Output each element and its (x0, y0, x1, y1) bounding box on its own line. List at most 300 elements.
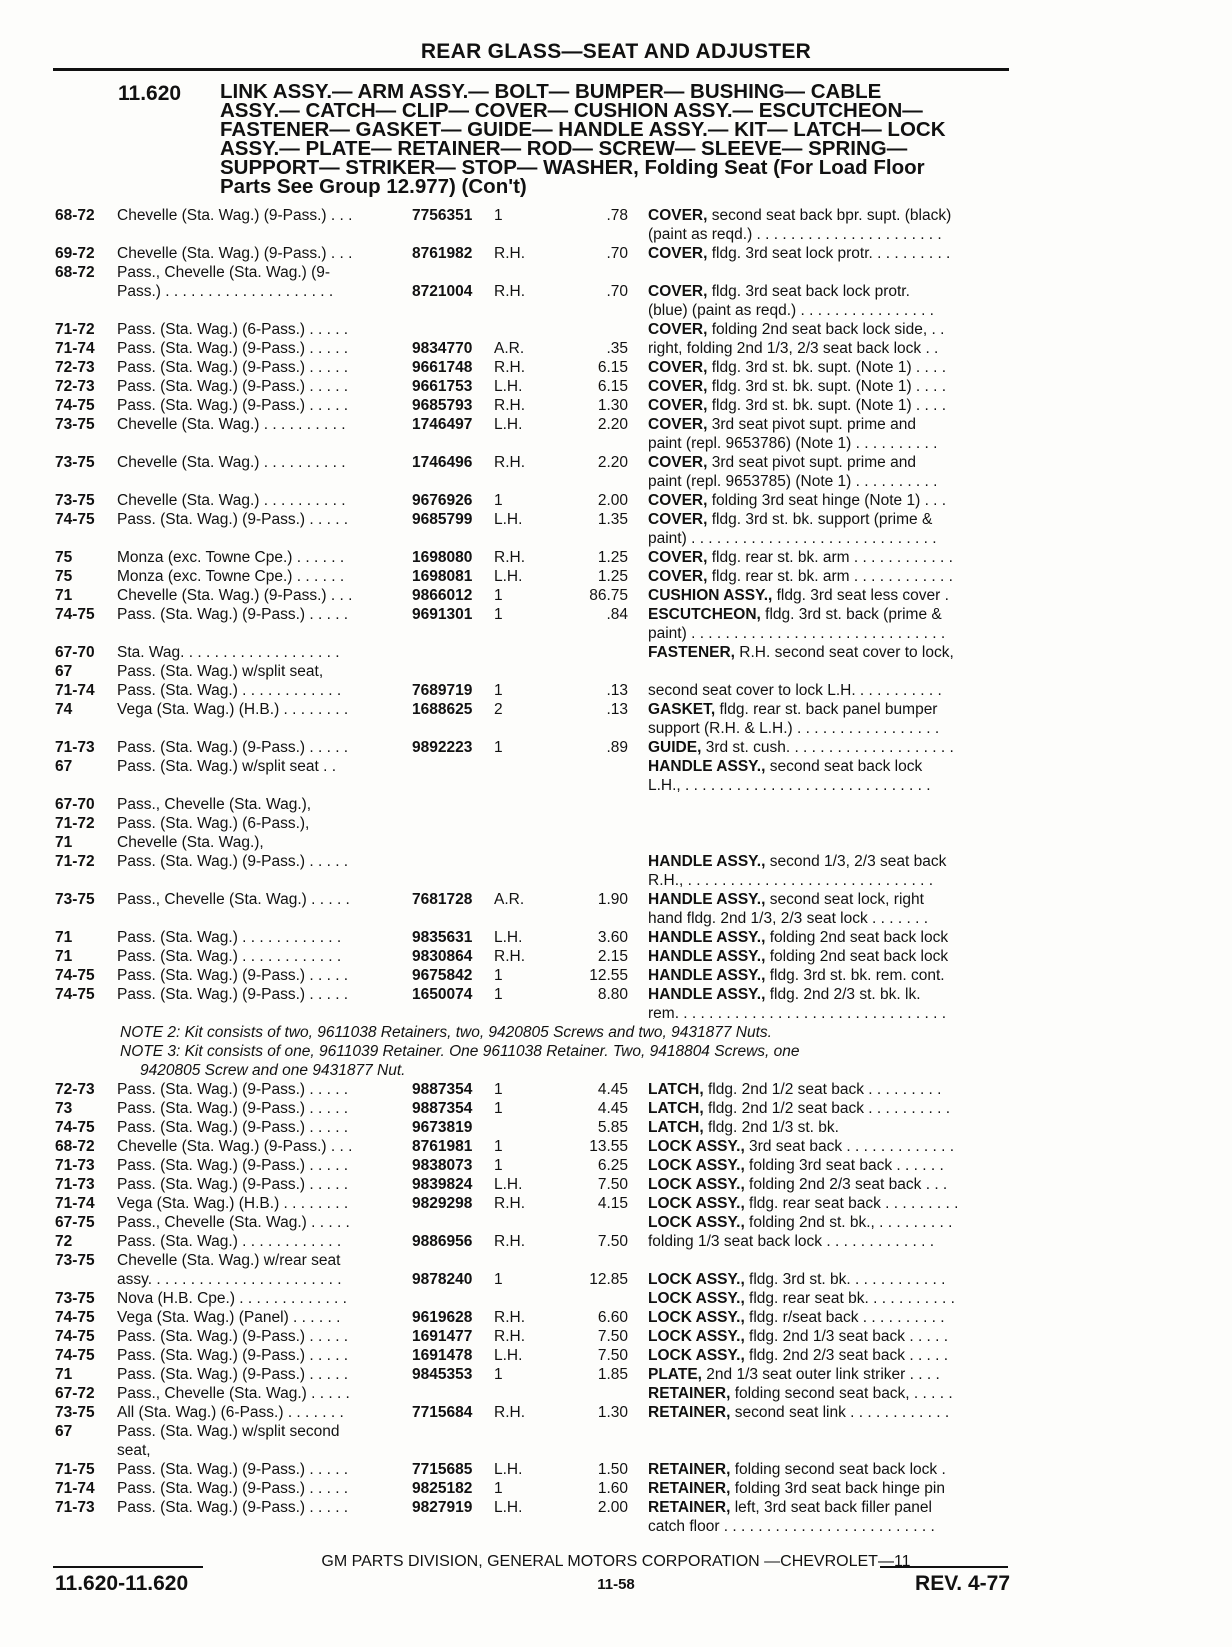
part-detail: fldg. 3rd st. bk. supt. (Note 1) . . . . (707, 359, 947, 376)
description (648, 852, 1013, 871)
description (648, 1194, 1013, 1213)
description (648, 510, 1013, 529)
quantity: L.H. (494, 1499, 523, 1516)
description (648, 434, 1013, 453)
part-detail: folding 3rd seat hinge (Note 1) . . . (707, 492, 947, 509)
part-number: 9673819 (412, 1119, 473, 1136)
model-years: 71-73 (55, 739, 95, 756)
part-number: 9887354 (412, 1100, 473, 1117)
description (648, 472, 1013, 491)
part-detail: R.H., . . . . . . . . . . . . . . . . . . . . . . . . . . . . . (648, 872, 934, 889)
application: Pass., Chevelle (Sta. Wag.), (117, 796, 312, 813)
price: 1.50 (597, 1461, 628, 1478)
table-row (0, 206, 1232, 225)
part-number: 8721004 (412, 283, 473, 300)
part-number: 1746496 (412, 454, 473, 471)
part-detail: paint (repl. 9653785) (Note 1) . . . . . . . . . . (648, 473, 938, 490)
part-number: 7681728 (412, 891, 473, 908)
application: Chevelle (Sta. Wag.), (117, 834, 264, 851)
model-years: 74-75 (55, 397, 95, 414)
price: 5.85 (597, 1119, 628, 1136)
table-row (0, 662, 1232, 681)
part-number: 8761981 (412, 1138, 473, 1155)
part-name: HANDLE ASSY., (648, 929, 766, 946)
part-number: 1691478 (412, 1347, 473, 1364)
description (648, 624, 1013, 643)
quantity: L.H. (494, 378, 523, 395)
quantity: R.H. (494, 1328, 525, 1345)
part-number: 9845353 (412, 1366, 473, 1383)
quantity: R.H. (494, 549, 525, 566)
model-years: 71-73 (55, 1157, 95, 1174)
price: 6.25 (597, 1157, 628, 1174)
price: 7.50 (597, 1347, 628, 1364)
part-name: CUSHION ASSY., (648, 587, 773, 604)
application: Sta. Wag. . . . . . . . . . . . . . . . . . . (117, 644, 340, 661)
price: 12.55 (589, 967, 628, 984)
part-detail: folding 3rd seat back hinge pin (730, 1480, 945, 1497)
model-years: 75 (55, 549, 73, 566)
table-row (0, 700, 1232, 719)
part-number: 9685793 (412, 397, 473, 414)
description (648, 719, 1013, 738)
part-name: LATCH, (648, 1119, 704, 1136)
price: 1.90 (597, 891, 628, 908)
model-years: 71 (55, 587, 73, 604)
part-detail: fldg. 2nd 2/3 seat back . . . . . (744, 1347, 949, 1364)
description (648, 1270, 1013, 1289)
table-row (0, 320, 1232, 339)
quantity: L.H. (494, 1347, 523, 1364)
note-text: NOTE 3: Kit consists of one, 9611039 Retainer. One 9611038 Retainer. Two, 9418804 Screws, one (120, 1043, 800, 1060)
table-row (0, 1365, 1232, 1384)
part-number: 7756351 (412, 207, 473, 224)
part-name: LOCK ASSY., (648, 1271, 745, 1288)
part-name: COVER, (648, 283, 708, 300)
table-row (0, 1194, 1232, 1213)
part-detail: left, 3rd seat back filler panel (730, 1499, 932, 1516)
description (648, 396, 1013, 415)
description (648, 1004, 1013, 1023)
model-years: 74-75 (55, 1328, 95, 1345)
price: 86.75 (589, 587, 628, 604)
price: 1.25 (597, 568, 628, 585)
price: 2.20 (597, 416, 628, 433)
description (648, 491, 1013, 510)
quantity: 1 (494, 1366, 503, 1383)
application: Pass. (Sta. Wag.) (9-Pass.) . . . . . (117, 967, 349, 984)
price: 1.25 (597, 549, 628, 566)
model-years: 67 (55, 1423, 73, 1440)
application: Pass. (Sta. Wag.) (9-Pass.) . . . . . (117, 986, 349, 1003)
table-row (0, 1289, 1232, 1308)
part-detail: right, folding 2nd 1/3, 2/3 seat back lock . . (648, 340, 939, 357)
part-detail: fldg. 2nd 2/3 st. bk. lk. (765, 986, 921, 1003)
part-detail: (blue) (paint as reqd.) . . . . . . . . . . . . . . . . (648, 302, 934, 319)
application: Pass. (Sta. Wag.) (9-Pass.) . . . . . (117, 1366, 349, 1383)
part-detail: (paint as reqd.) . . . . . . . . . . . . . . . . . . . . . . (648, 226, 942, 243)
table-row (0, 776, 1232, 795)
description (648, 681, 1013, 700)
application: Pass. (Sta. Wag.) (6-Pass.) . . . . . (117, 321, 349, 338)
part-number: 9825182 (412, 1480, 473, 1497)
part-name: COVER, (648, 378, 708, 395)
group-heading-line: ASSY.— CATCH— CLIP— COVER— CUSHION ASSY.— ESCUTCHEON— (220, 99, 923, 122)
part-detail: 3rd seat pivot supt. prime and (707, 454, 916, 471)
application: Chevelle (Sta. Wag.) . . . . . . . . . . (117, 492, 346, 509)
description (648, 738, 1013, 757)
model-years: 67 (55, 663, 73, 680)
model-years: 73-75 (55, 1404, 95, 1421)
model-years: 67-72 (55, 1385, 95, 1402)
quantity: R.H. (494, 283, 525, 300)
price: 7.50 (597, 1233, 628, 1250)
description (648, 548, 1013, 567)
table-row (0, 339, 1232, 358)
table-row (0, 1517, 1232, 1536)
note-line (0, 1061, 1232, 1080)
part-name: ESCUTCHEON, (648, 606, 761, 623)
application: Pass. (Sta. Wag.) (9-Pass.) . . . . . (117, 511, 349, 528)
part-name: HANDLE ASSY., (648, 891, 766, 908)
quantity: L.H. (494, 416, 523, 433)
quantity: 1 (494, 492, 503, 509)
part-name: LOCK ASSY., (648, 1328, 745, 1345)
quantity: L.H. (494, 568, 523, 585)
price: 2.00 (597, 492, 628, 509)
part-detail: catch floor . . . . . . . . . . . . . . . . . . . . . . . . . (648, 1518, 935, 1535)
table-row (0, 1270, 1232, 1289)
part-name: HANDLE ASSY., (648, 758, 766, 775)
part-detail: fldg. rear seat bk. . . . . . . . . . . (744, 1290, 955, 1307)
model-years: 67-75 (55, 1214, 95, 1231)
table-row (0, 947, 1232, 966)
footer-publisher: GM PARTS DIVISION, GENERAL MOTORS CORPORATION —CHEVROLET—11 (321, 1553, 911, 1570)
part-detail: support (R.H. & L.H.) . . . . . . . . . . . . . . . . . (648, 720, 940, 737)
table-row (0, 928, 1232, 947)
part-name: COVER, (648, 511, 708, 528)
application: Vega (Sta. Wag.) (H.B.) . . . . . . . . (117, 1195, 349, 1212)
price: 2.00 (597, 1499, 628, 1516)
description (648, 909, 1013, 928)
part-name: RETAINER, (648, 1385, 731, 1402)
part-name: COVER, (648, 454, 708, 471)
price: .84 (606, 606, 628, 623)
part-detail: folding 2nd st. bk., . . . . . . . . . (744, 1214, 953, 1231)
table-row (0, 738, 1232, 757)
group-heading-line: SUPPORT— STRIKER— STOP— WASHER, Folding Seat (For Load Floor (220, 156, 925, 179)
application: Monza (exc. Towne Cpe.) . . . . . . (117, 549, 345, 566)
model-years: 71 (55, 929, 73, 946)
model-years: 73-75 (55, 454, 95, 471)
application: Pass. (Sta. Wag.) (9-Pass.) . . . . . (117, 1176, 349, 1193)
part-detail: folding 2nd seat back lock (765, 929, 949, 946)
application: Pass. (Sta. Wag.) . . . . . . . . . . . . (117, 929, 342, 946)
part-number: 9886956 (412, 1233, 473, 1250)
table-row (0, 1137, 1232, 1156)
price: 3.60 (597, 929, 628, 946)
application: Pass. (Sta. Wag.) (9-Pass.) . . . . . (117, 1328, 349, 1345)
quantity: 1 (494, 967, 503, 984)
model-years: 74-75 (55, 1347, 95, 1364)
part-name: PLATE, (648, 1366, 702, 1383)
part-detail: second seat back lock (765, 758, 923, 775)
description (648, 1213, 1013, 1232)
description (648, 1498, 1013, 1517)
part-detail: 3rd seat back . . . . . . . . . . . . . (744, 1138, 955, 1155)
description (648, 643, 1013, 662)
part-number: 7715684 (412, 1404, 473, 1421)
application: assy. . . . . . . . . . . . . . . . . . . . . . . (117, 1271, 342, 1288)
price: 1.30 (597, 1404, 628, 1421)
quantity: R.H. (494, 397, 525, 414)
model-years: 73-75 (55, 416, 95, 433)
part-number: 1746497 (412, 416, 473, 433)
part-detail: folding 2nd seat back lock side, . . (707, 321, 945, 338)
part-detail: fldg. r/seat back . . . . . . . . . . (744, 1309, 945, 1326)
model-years: 74-75 (55, 511, 95, 528)
part-name: LOCK ASSY., (648, 1157, 745, 1174)
part-detail: fldg. 2nd 1/2 seat back . . . . . . . . . (703, 1081, 942, 1098)
description (648, 282, 1013, 301)
table-row (0, 871, 1232, 890)
description (648, 871, 1013, 890)
part-number: 9691301 (412, 606, 473, 623)
application: Pass. (Sta. Wag.) (9-Pass.) . . . . . (117, 853, 349, 870)
table-row (0, 1118, 1232, 1137)
model-years: 72-73 (55, 378, 95, 395)
price: .35 (606, 340, 628, 357)
description (648, 1327, 1013, 1346)
group-heading (220, 82, 1010, 196)
table-row (0, 1327, 1232, 1346)
part-name: RETAINER, (648, 1404, 731, 1421)
description (648, 1118, 1013, 1137)
part-name: LOCK ASSY., (648, 1176, 745, 1193)
part-number: 9866012 (412, 587, 473, 604)
part-detail: rem. . . . . . . . . . . . . . . . . . . . . . . . . . . . . . . . (648, 1005, 946, 1022)
model-years: 72 (55, 1233, 73, 1250)
part-detail: second seat lock, right (765, 891, 924, 908)
price: 2.15 (597, 948, 628, 965)
price: 1.30 (597, 397, 628, 414)
part-name: HANDLE ASSY., (648, 967, 766, 984)
part-number: 7689719 (412, 682, 473, 699)
description (648, 339, 1013, 358)
model-years: 71 (55, 948, 73, 965)
application: Monza (exc. Towne Cpe.) . . . . . . (117, 568, 345, 585)
table-row (0, 605, 1232, 624)
table-row (0, 795, 1232, 814)
price: 1.60 (597, 1480, 628, 1497)
model-years: 73 (55, 1100, 73, 1117)
note-text: NOTE 2: Kit consists of two, 9611038 Retainers, two, 9420805 Screws and two, 9431877 Nuts. (120, 1024, 772, 1041)
application: Pass. (Sta. Wag.) (9-Pass.) . . . . . (117, 1347, 349, 1364)
page-number: 11-58 (597, 1576, 635, 1593)
application: Pass., Chevelle (Sta. Wag.) . . . . . (117, 891, 350, 908)
description (648, 1517, 1013, 1536)
part-number: 8761982 (412, 245, 473, 262)
table-row (0, 1403, 1232, 1422)
model-years: 67-70 (55, 644, 95, 661)
part-number: 9675842 (412, 967, 473, 984)
note-line (0, 1023, 1232, 1042)
application: Chevelle (Sta. Wag.) w/rear seat (117, 1252, 341, 1269)
application: Pass. (Sta. Wag.) (9-Pass.) . . . . . (117, 340, 349, 357)
application: Pass. (Sta. Wag.) w/split seat, (117, 663, 324, 680)
part-name: HANDLE ASSY., (648, 986, 766, 1003)
part-number: 9838073 (412, 1157, 473, 1174)
model-years: 74-75 (55, 1119, 95, 1136)
part-number: 9878240 (412, 1271, 473, 1288)
table-row (0, 1479, 1232, 1498)
part-detail: second 1/3, 2/3 seat back (765, 853, 947, 870)
part-number: 7715685 (412, 1461, 473, 1478)
part-detail: fldg. 3rd st. bk. supt. (Note 1) . . . . (707, 378, 947, 395)
table-row (0, 681, 1232, 700)
table-row (0, 510, 1232, 529)
description (648, 301, 1013, 320)
description (648, 966, 1013, 985)
application: Pass. (Sta. Wag.) (9-Pass.) . . . . . (117, 378, 349, 395)
table-row (0, 225, 1232, 244)
model-years: 71-74 (55, 340, 95, 357)
part-name: LOCK ASSY., (648, 1309, 745, 1326)
quantity: 1 (494, 1271, 503, 1288)
model-years: 71-73 (55, 1499, 95, 1516)
part-detail: paint (repl. 9653786) (Note 1) . . . . . . . . . . (648, 435, 938, 452)
table-row (0, 434, 1232, 453)
model-years: 71-75 (55, 1461, 95, 1478)
quantity: 1 (494, 1480, 503, 1497)
quantity: R.H. (494, 1309, 525, 1326)
description (648, 1403, 1013, 1422)
model-years: 72-73 (55, 359, 95, 376)
group-heading-line: FASTENER— GASKET— GUIDE— HANDLE ASSY.— KIT— LATCH— LOCK (220, 118, 946, 141)
price: 7.50 (597, 1176, 628, 1193)
table-row (0, 833, 1232, 852)
table-row (0, 301, 1232, 320)
price: 12.85 (589, 1271, 628, 1288)
application: Pass. (Sta. Wag.) (9-Pass.) . . . . . (117, 1100, 349, 1117)
model-years: 68-72 (55, 264, 95, 281)
part-detail: fldg. 3rd seat back lock protr. (707, 283, 910, 300)
quantity: R.H. (494, 359, 525, 376)
part-number: 1698080 (412, 549, 473, 566)
model-years: 71 (55, 1366, 73, 1383)
quantity: A.R. (494, 891, 525, 908)
part-name: COVER, (648, 492, 708, 509)
part-name: RETAINER, (648, 1461, 731, 1478)
description (648, 453, 1013, 472)
part-name: GUIDE, (648, 739, 702, 756)
part-number: 9661748 (412, 359, 473, 376)
part-number: 9829298 (412, 1195, 473, 1212)
part-detail: fldg. rear seat back . . . . . . . . . (744, 1195, 959, 1212)
price: 6.15 (597, 359, 628, 376)
model-years: 71-72 (55, 321, 95, 338)
part-detail: fldg. 3rd st. back (prime & (760, 606, 942, 623)
application: Chevelle (Sta. Wag.) (9-Pass.) . . . (117, 245, 353, 262)
part-number: 9685799 (412, 511, 473, 528)
part-name: COVER, (648, 321, 708, 338)
table-row (0, 1346, 1232, 1365)
description (648, 1346, 1013, 1365)
table-row (0, 453, 1232, 472)
quantity: 1 (494, 1157, 503, 1174)
part-detail: fldg. 2nd 1/3 seat back . . . . . (744, 1328, 949, 1345)
part-number: 9661753 (412, 378, 473, 395)
application: Pass. (Sta. Wag.) (9-Pass.) . . . . . (117, 1461, 349, 1478)
quantity: 1 (494, 1081, 503, 1098)
table-row (0, 1460, 1232, 1479)
application: Vega (Sta. Wag.) (H.B.) . . . . . . . . (117, 701, 349, 718)
part-name: COVER, (648, 416, 708, 433)
application: Vega (Sta. Wag.) (Panel) . . . . . . (117, 1309, 341, 1326)
price: .70 (606, 245, 628, 262)
quantity: R.H. (494, 1195, 525, 1212)
part-number: 9839824 (412, 1176, 473, 1193)
application: Pass., Chevelle (Sta. Wag.) . . . . . (117, 1385, 350, 1402)
description (648, 757, 1013, 776)
price: 13.55 (589, 1138, 628, 1155)
price: .89 (606, 739, 628, 756)
application: Chevelle (Sta. Wag.) . . . . . . . . . . (117, 416, 346, 433)
quantity: R.H. (494, 948, 525, 965)
part-detail: folding 2nd 2/3 seat back . . . (744, 1176, 948, 1193)
table-row (0, 1099, 1232, 1118)
description (648, 377, 1013, 396)
description (648, 529, 1013, 548)
part-number: 9830864 (412, 948, 473, 965)
part-number: 9892223 (412, 739, 473, 756)
part-detail: fldg. 2nd 1/3 st. bk. (703, 1119, 839, 1136)
part-name: LOCK ASSY., (648, 1347, 745, 1364)
model-years: 67 (55, 758, 73, 775)
table-row (0, 890, 1232, 909)
table-row (0, 852, 1232, 871)
description (648, 1080, 1013, 1099)
application: Pass.) . . . . . . . . . . . . . . . . . . . . (117, 283, 334, 300)
quantity: 1 (494, 682, 503, 699)
table-row (0, 1422, 1232, 1441)
description (648, 1137, 1013, 1156)
part-detail: fldg. rear st. bk. arm . . . . . . . . . . . . (707, 568, 953, 585)
application: Chevelle (Sta. Wag.) . . . . . . . . . . (117, 454, 346, 471)
price: 1.85 (597, 1366, 628, 1383)
application: Pass., Chevelle (Sta. Wag.) (9- (117, 264, 331, 281)
description (648, 1099, 1013, 1118)
description (648, 1460, 1013, 1479)
table-row (0, 1080, 1232, 1099)
part-name: COVER, (648, 568, 708, 585)
part-detail: folding 3rd seat back . . . . . . (744, 1157, 944, 1174)
parts-table (0, 206, 1232, 1536)
model-years: 71-74 (55, 1195, 95, 1212)
part-detail: folding second seat back lock . (730, 1461, 946, 1478)
part-number: 9834770 (412, 340, 473, 357)
quantity: 1 (494, 606, 503, 623)
part-detail: fldg. 3rd seat less cover . (772, 587, 949, 604)
price: 6.60 (597, 1309, 628, 1326)
table-row (0, 415, 1232, 434)
part-detail: second seat back bpr. supt. (black) (707, 207, 952, 224)
quantity: L.H. (494, 511, 523, 528)
part-number: 1698081 (412, 568, 473, 585)
table-row (0, 263, 1232, 282)
application: All (Sta. Wag.) (6-Pass.) . . . . . . . (117, 1404, 344, 1421)
application: Pass. (Sta. Wag.) . . . . . . . . . . . . (117, 1233, 342, 1250)
